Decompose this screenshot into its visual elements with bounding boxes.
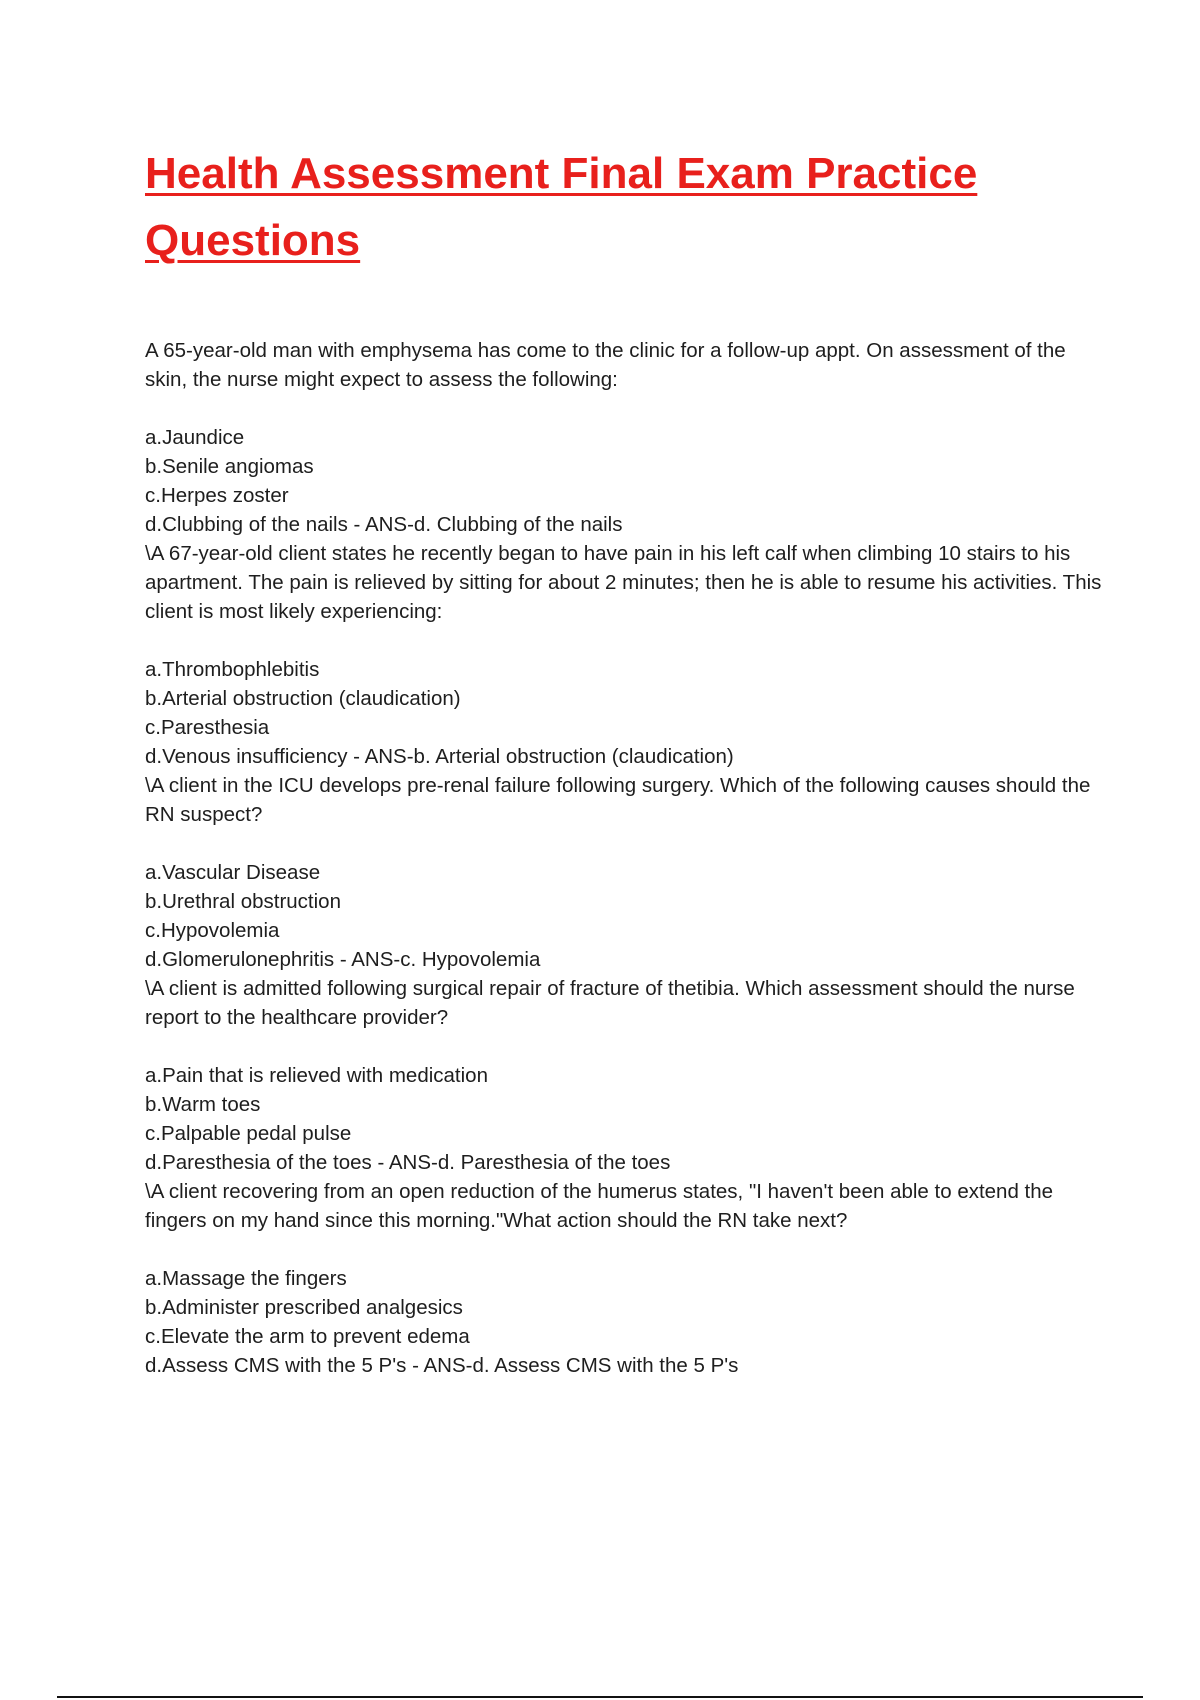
answer-options xyxy=(145,423,1105,539)
answer-options xyxy=(145,655,1105,771)
question-text: \A client is admitted following surgical repair of fracture of thetibia. Which assessment should the nurse report to the healthcare provider? xyxy=(145,977,1081,1029)
option-b: b.Urethral obstruction xyxy=(145,890,341,913)
question-3 xyxy=(145,771,1105,974)
question-text: A 65-year-old man with emphysema has come to the clinic for a follow-up appt. On assessment of the skin, the nurse might expect to assess the following: xyxy=(145,339,1072,391)
question-text: \A client in the ICU develops pre-renal failure following surgery. Which of the following causes should the RN suspect? xyxy=(145,774,1097,826)
question-1 xyxy=(145,336,1105,539)
document-title: Health Assessment Final Exam Practice Questions xyxy=(145,149,978,265)
question-list xyxy=(145,336,1108,1380)
footer-divider xyxy=(57,1696,1143,1698)
option-b: b.Warm toes xyxy=(145,1093,261,1116)
option-a: a.Vascular Disease xyxy=(145,861,321,884)
question-5 xyxy=(145,1177,1105,1380)
answer-options xyxy=(145,1061,1105,1177)
option-d-with-answer: d.Venous insufficiency - ANS-b. Arterial obstruction (claudication) xyxy=(145,745,734,768)
option-d-with-answer: d.Clubbing of the nails - ANS-d. Clubbing of the nails xyxy=(145,513,623,536)
answer-options xyxy=(145,858,1105,974)
option-d-with-answer: d.Glomerulonephritis - ANS-c. Hypovolemia xyxy=(145,948,541,971)
question-2 xyxy=(145,539,1108,771)
option-c: c.Palpable pedal pulse xyxy=(145,1122,352,1145)
question-text: \A client recovering from an open reduction of the humerus states, "I haven't been able to extend the fingers on my hand since this morning."What action should the RN take next? xyxy=(145,1180,1059,1232)
option-d-with-answer: d.Paresthesia of the toes - ANS-d. Paresthesia of the toes xyxy=(145,1151,671,1174)
question-text: \A 67-year-old client states he recently began to have pain in his left calf when climbing 10 stairs to his apartment. The pain is relieved by sitting for about 2 minutes; then he is able to resume his activities. This client is most likely experiencing: xyxy=(145,542,1108,623)
option-c: c.Paresthesia xyxy=(145,716,270,739)
option-d-with-answer: d.Assess CMS with the 5 P's - ANS-d. Assess CMS with the 5 P's xyxy=(145,1354,739,1377)
option-b: b.Arterial obstruction (claudication) xyxy=(145,687,461,710)
option-a: a.Massage the fingers xyxy=(145,1267,347,1290)
option-a: a.Jaundice xyxy=(145,426,245,449)
option-a: a.Thrombophlebitis xyxy=(145,658,320,681)
option-c: c.Elevate the arm to prevent edema xyxy=(145,1325,470,1348)
option-b: b.Administer prescribed analgesics xyxy=(145,1296,463,1319)
option-b: b.Senile angiomas xyxy=(145,455,314,478)
option-c: c.Hypovolemia xyxy=(145,919,280,942)
option-a: a.Pain that is relieved with medication xyxy=(145,1064,488,1087)
option-c: c.Herpes zoster xyxy=(145,484,289,507)
answer-options xyxy=(145,1264,1105,1380)
question-4 xyxy=(145,974,1105,1177)
